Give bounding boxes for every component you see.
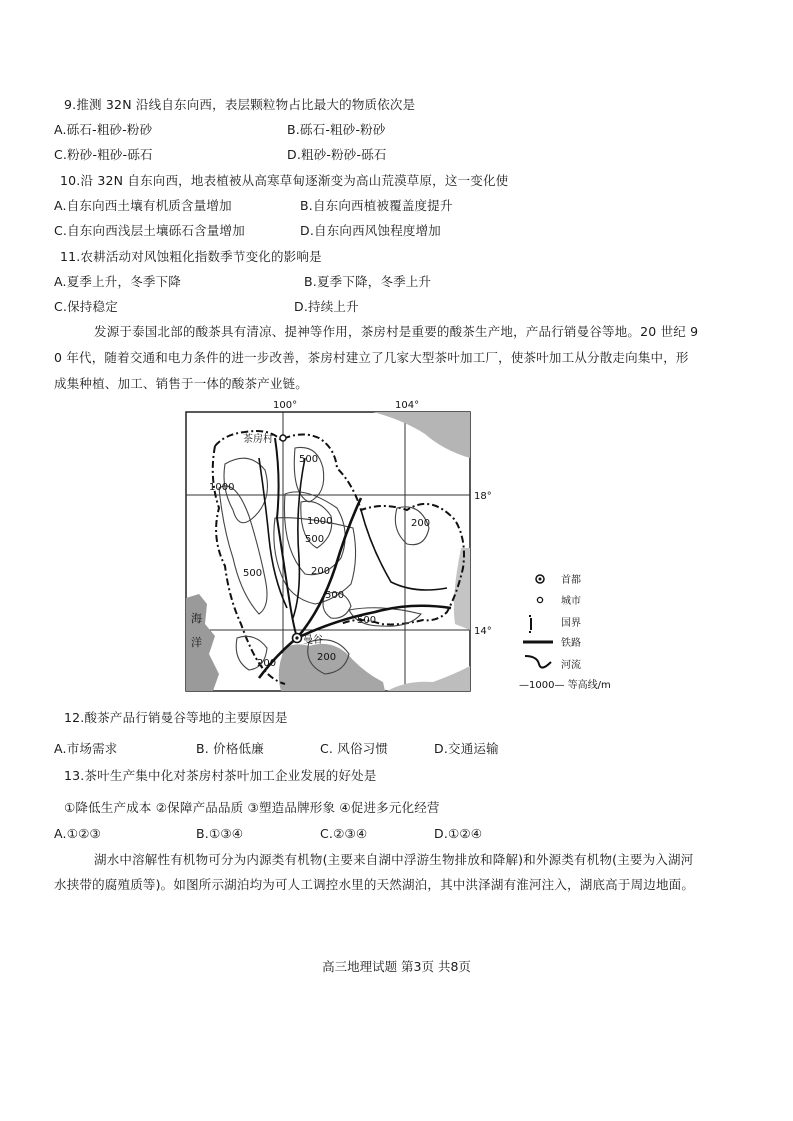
- q10-option-a: A.自东向西土壤有机质含量增加: [54, 198, 232, 213]
- map-legend: [519, 573, 611, 691]
- passage2-line2: 水挟带的腐殖质等)。如图所示湖泊均为可人工调控水里的天然湖泊，其中洪泽湖有淮河注入，湖底高于周边地面。: [54, 877, 695, 892]
- label-lat-18: 18°: [474, 491, 492, 502]
- q12-stem: 12.酸茶产品行销曼谷等地的主要原因是: [64, 710, 288, 725]
- label-lat-14: 14°: [474, 626, 492, 637]
- page-footer: 高三地理试题 第3页 共8页: [322, 959, 471, 974]
- q13-option-c: C.②③④: [320, 826, 368, 841]
- legend-contour: —1000— 等高线/m: [519, 680, 611, 691]
- passage1-line1: 发源于泰国北部的酸茶具有清凉、提神等作用，茶房村是重要的酸茶生产地，产品行销曼谷等地。20 世纪 9: [94, 324, 699, 339]
- label-sea-1: 海: [191, 612, 202, 625]
- label-contour-200-b: 200: [311, 566, 331, 577]
- passage1-line3: 成集种植、加工、销售于一体的酸茶产业链。: [54, 376, 309, 391]
- legend-border-icon: [529, 616, 531, 632]
- q11-option-a: A.夏季上升，冬季下降: [54, 274, 182, 289]
- legend-railway: 铁路: [561, 638, 581, 649]
- q9-option-b: B.砾石-粗砂-粉砂: [287, 122, 386, 137]
- q11-option-b: B.夏季下降，冬季上升: [304, 274, 432, 289]
- q13-stem: 13.茶叶生产集中化对茶房村茶叶加工企业发展的好处是: [64, 768, 377, 783]
- q12-option-c: C. 风俗习惯: [320, 741, 389, 756]
- q9-stem: 9.推测 32N 沿线自东向西，表层颗粒物占比最大的物质依次是: [64, 97, 416, 112]
- q13-option-b: B.①③④: [196, 826, 244, 841]
- q11-option-c: C.保持稳定: [54, 299, 118, 314]
- q12-option-b: B. 价格低廉: [196, 741, 264, 756]
- label-contour-200-a: 200: [411, 518, 431, 529]
- label-lon-100: 100°: [273, 400, 298, 411]
- label-lon-104: 104°: [395, 400, 420, 411]
- label-chafang-village: 茶房村: [243, 434, 273, 445]
- q10-option-b: B.自东向西植被覆盖度提升: [300, 198, 453, 213]
- q12-option-a: A.市场需求: [54, 741, 118, 756]
- legend-river: 河流: [561, 660, 581, 671]
- legend-city-icon: [537, 597, 542, 602]
- q13-option-d: D.①②④: [434, 826, 483, 841]
- q11-option-d: D.持续上升: [294, 299, 359, 314]
- label-contour-200-c: 200: [317, 652, 337, 663]
- q13-items: ①降低生产成本 ②保障产品品质 ③塑造品牌形象 ④促进多元化经营: [64, 800, 440, 815]
- label-contour-200-d: 200: [257, 658, 277, 669]
- q10-option-d: D.自东向西风蚀程度增加: [300, 223, 441, 238]
- q9-option-d: D.粗砂-粉砂-砾石: [287, 147, 387, 162]
- label-sea-2: 洋: [191, 636, 202, 649]
- q10-option-c: C.自东向西浅层土壤砾石含量增加: [54, 223, 245, 238]
- label-contour-500-c: 500: [243, 568, 263, 579]
- label-contour-500-e: 500: [357, 615, 377, 626]
- q10-stem: 10.沿 32N 自东向西，地表植被从高寒草甸逐渐变为高山荒漠草原，这一变化使: [60, 173, 509, 188]
- label-contour-500-b: 500: [305, 534, 325, 545]
- legend-capital: 首都: [561, 575, 581, 586]
- capital-marker-dot: [295, 636, 298, 639]
- q9-option-c: C.粉砂-粗砂-砾石: [54, 147, 153, 162]
- label-contour-1000-a: 1000: [209, 482, 235, 493]
- label-contour-500-d: 500: [325, 590, 345, 601]
- q9-option-a: A.砾石-粗砂-粉砂: [54, 122, 153, 137]
- q13-option-a: A.①②③: [54, 826, 101, 841]
- q12-option-d: D.交通运输: [434, 741, 499, 756]
- label-contour-500-a: 500: [299, 454, 319, 465]
- legend-border: 国界: [561, 618, 581, 629]
- q11-stem: 11.农耕活动对风蚀粗化指数季节变化的影响是: [60, 249, 322, 264]
- label-bangkok: 曼谷: [303, 635, 323, 646]
- legend-river-icon: [525, 656, 551, 668]
- legend-city: 城市: [561, 596, 581, 607]
- city-marker-chafang: [280, 435, 286, 441]
- passage1-line2: 0 年代，随着交通和电力条件的进一步改善，茶房村建立了几家大型茶叶加工厂，使茶叶加工从分散走向集中，形: [54, 350, 689, 365]
- thailand-map: [185, 398, 611, 696]
- legend-capital-icon-dot: [539, 578, 542, 581]
- label-contour-1000-b: 1000: [307, 516, 333, 527]
- passage2-line1: 湖水中溶解性有机物可分为内源类有机物(主要来自湖中浮游生物排放和降解)和外源类有机物(主要为入湖河: [94, 852, 694, 867]
